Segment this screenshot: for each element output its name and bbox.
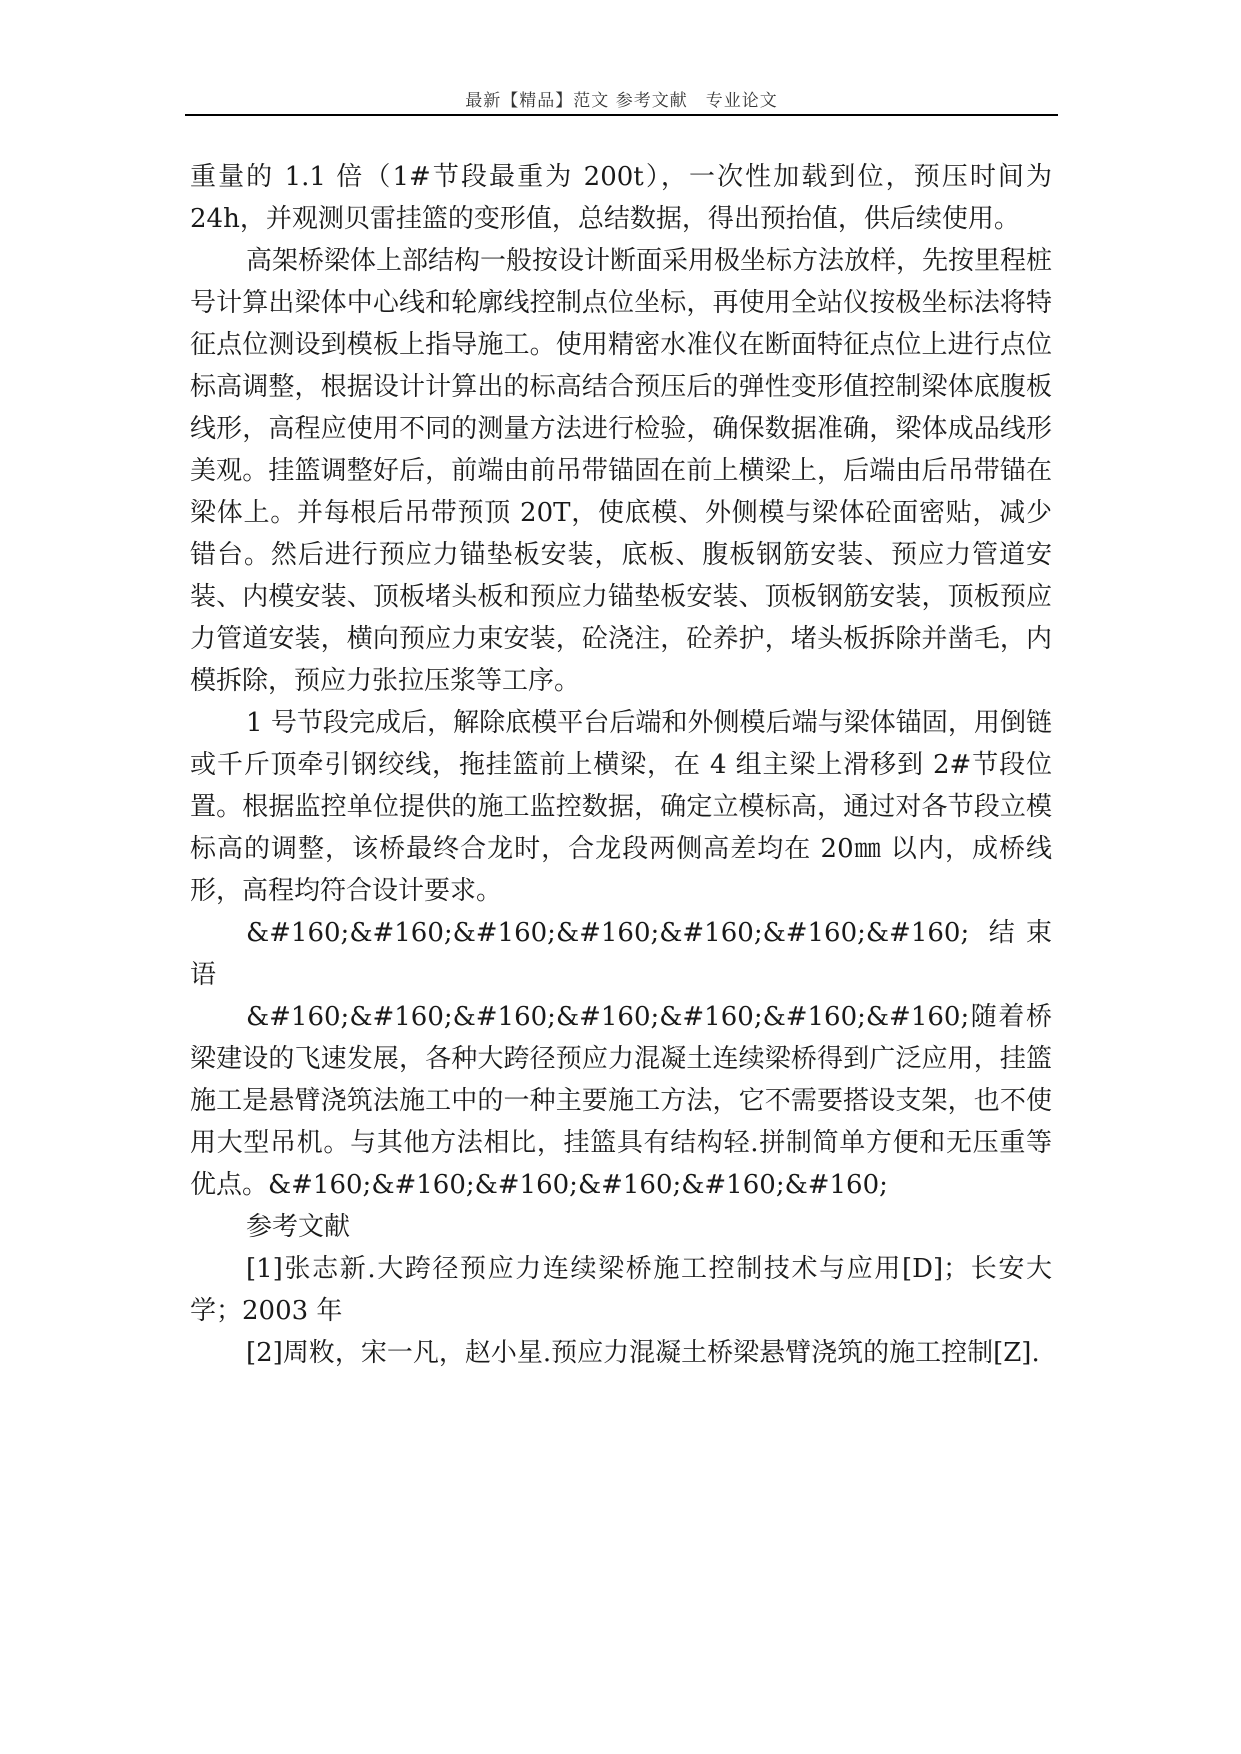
paragraph: 重量的 1.1 倍（1#节段最重为 200t），一次性加载到位，预压时间为 24h，并观测贝雷挂篮的变形值，总结数据，得出预抬值，供后续使用。 <box>190 162 1052 234</box>
section-heading-references: 参考文献 <box>246 1212 351 1242</box>
document-body <box>190 156 1052 1374</box>
section-heading-conclusion: &#160;&#160;&#160;&#160;&#160;&#160;&#160; 结束语 <box>190 918 1052 990</box>
page-header: 最新【精品】范文 参考文献 专业论文 <box>465 91 778 111</box>
header-rule <box>185 114 1058 116</box>
paragraph: 1 号节段完成后，解除底模平台后端和外侧模后端与梁体锚固，用倒链或千斤顶牵引钢绞线，拖挂篮前上横梁，在 4 组主梁上滑移到 2#节段位置。根据监控单位提供的施工监控数据，确定立模标高，通过对各节段立模标高的调整，该桥最终合龙时，合龙段两侧高差均在 20㎜ 以内，成桥线形，高程均符合设计要求。 <box>190 708 1052 906</box>
reference-item: [2]周敉，宋一凡，赵小星.预应力混凝土桥梁悬臂浇筑的施工控制[Z]. <box>246 1338 1040 1368</box>
paragraph: &#160;&#160;&#160;&#160;&#160;&#160;&#160;随着桥梁建设的飞速发展，各种大跨径预应力混凝土连续梁桥得到广泛应用，挂篮施工是悬臂浇筑法施工中的一种主要施工方法，它不需要搭设支架，也不使用大型吊机。与其他方法相比，挂篮具有结构轻.拼制简单方便和无压重等优点。&#160;&#160;&#160;&#160;&#160;&#160; <box>190 1002 1052 1200</box>
reference-item: [1]张志新.大跨径预应力连续梁桥施工控制技术与应用[D]；长安大学；2003 年 <box>190 1254 1052 1326</box>
paragraph: 高架桥梁体上部结构一般按设计断面采用极坐标方法放样，先按里程桩号计算出梁体中心线和轮廓线控制点位坐标，再使用全站仪按极坐标法将特征点位测设到模板上指导施工。使用精密水准仪在断面特征点位上进行点位标高调整，根据设计计算出的标高结合预压后的弹性变形值控制梁体底腹板线形，高程应使用不同的测量方法进行检验，确保数据准确，梁体成品线形美观。挂篮调整好后，前端由前吊带锚固在前上横梁上，后端由后吊带锚在梁体上。并每根后吊带预顶 20T，使底模、外侧模与梁体砼面密贴，减少错台。然后进行预应力锚垫板安装，底板、腹板钢筋安装、预应力管道安装、内模安装、顶板堵头板和预应力锚垫板安装、顶板钢筋安装，顶板预应力管道安装，横向预应力束安装，砼浇注，砼养护，堵头板拆除并凿毛，内模拆除，预应力张拉压浆等工序。 <box>190 246 1053 696</box>
